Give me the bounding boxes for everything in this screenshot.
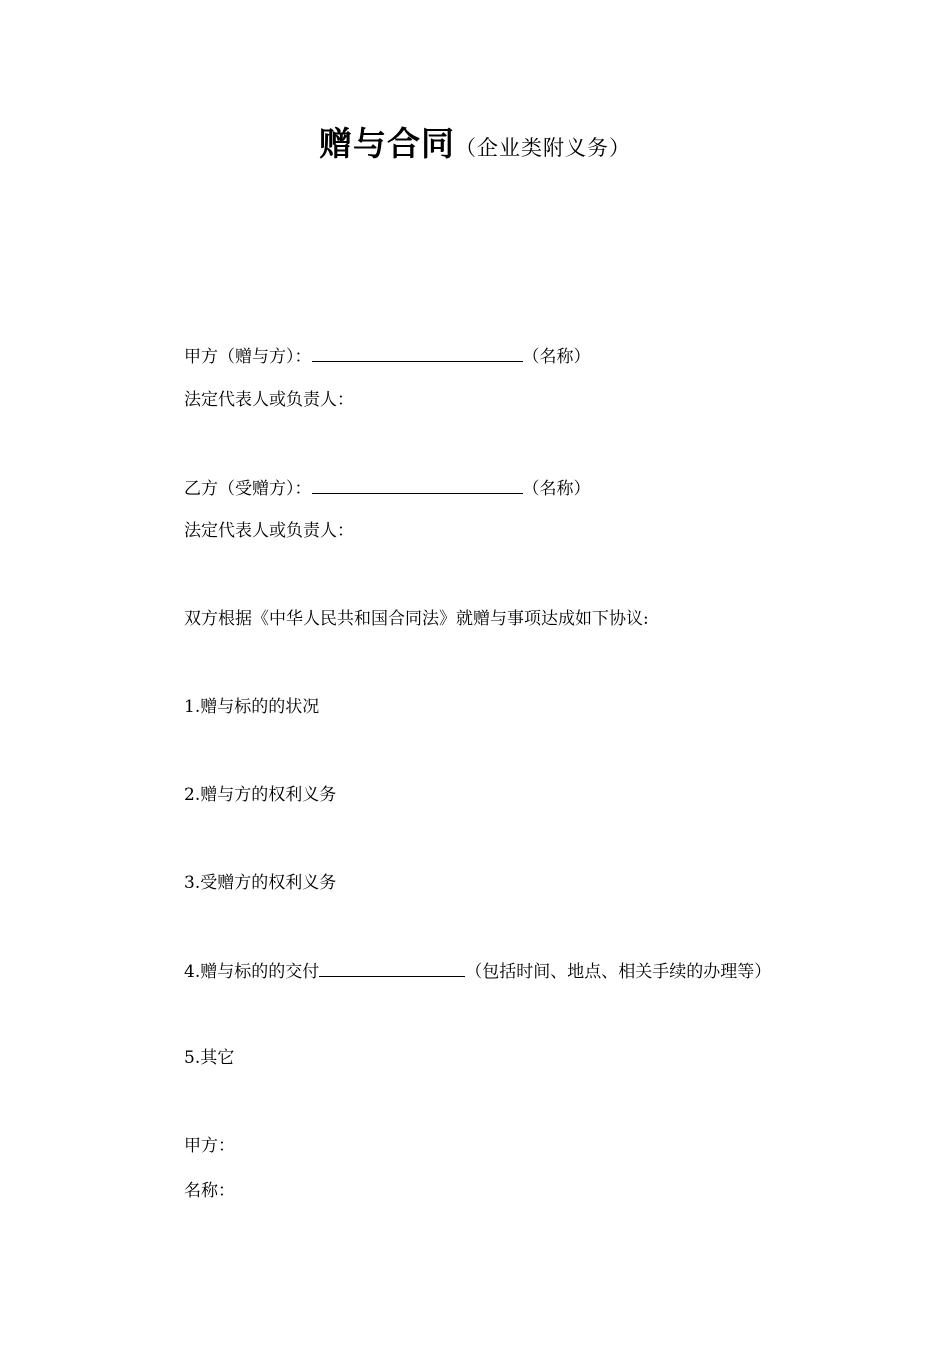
party-a-line — [184, 344, 591, 368]
clause-4 — [184, 959, 771, 983]
preamble-text: 双方根据《中华人民共和国合同法》就赠与事项达成如下协议: — [184, 609, 649, 629]
clause-3-text: 3.受赠方的权利义务 — [184, 873, 337, 893]
party-a-rep-line — [184, 389, 354, 411]
signature-name — [184, 1180, 235, 1202]
party-a-label: 甲方（赠与方）： — [184, 347, 312, 367]
clause-2 — [184, 784, 336, 806]
preamble — [184, 608, 649, 630]
clause-1-text: 1.赠与标的的状况 — [184, 697, 320, 717]
title-main: 赠与合同 — [319, 124, 455, 163]
clause-4-prefix: 4.赠与标的的交付 — [184, 962, 320, 982]
party-a-rep-label: 法定代表人或负责人： — [184, 390, 354, 410]
clause-4-suffix: （包括时间、地点、相关手续的办理等） — [465, 962, 772, 982]
clause-2-text: 2.赠与方的权利义务 — [184, 785, 337, 805]
document-title — [0, 118, 950, 165]
party-a-name-blank[interactable] — [312, 344, 523, 362]
party-b-line — [184, 476, 591, 500]
clause-1 — [184, 696, 319, 718]
party-b-name-blank[interactable] — [312, 476, 523, 494]
signature-party-a — [184, 1135, 235, 1157]
title-subtitle: （企业类附义务） — [455, 136, 631, 160]
party-b-rep-label: 法定代表人或负责人： — [184, 521, 354, 541]
party-b-rep-line — [184, 520, 354, 542]
signature-name-label: 名称： — [184, 1181, 235, 1201]
party-b-name-suffix: （名称） — [522, 479, 591, 499]
party-b-label: 乙方（受赠方）： — [184, 479, 312, 499]
clause-4-delivery-blank[interactable] — [319, 959, 465, 977]
clause-3 — [184, 872, 336, 894]
party-a-name-suffix: （名称） — [522, 347, 591, 367]
clause-5 — [184, 1047, 234, 1069]
signature-party-a-label: 甲方： — [184, 1136, 235, 1156]
clause-5-text: 5.其它 — [184, 1048, 235, 1068]
